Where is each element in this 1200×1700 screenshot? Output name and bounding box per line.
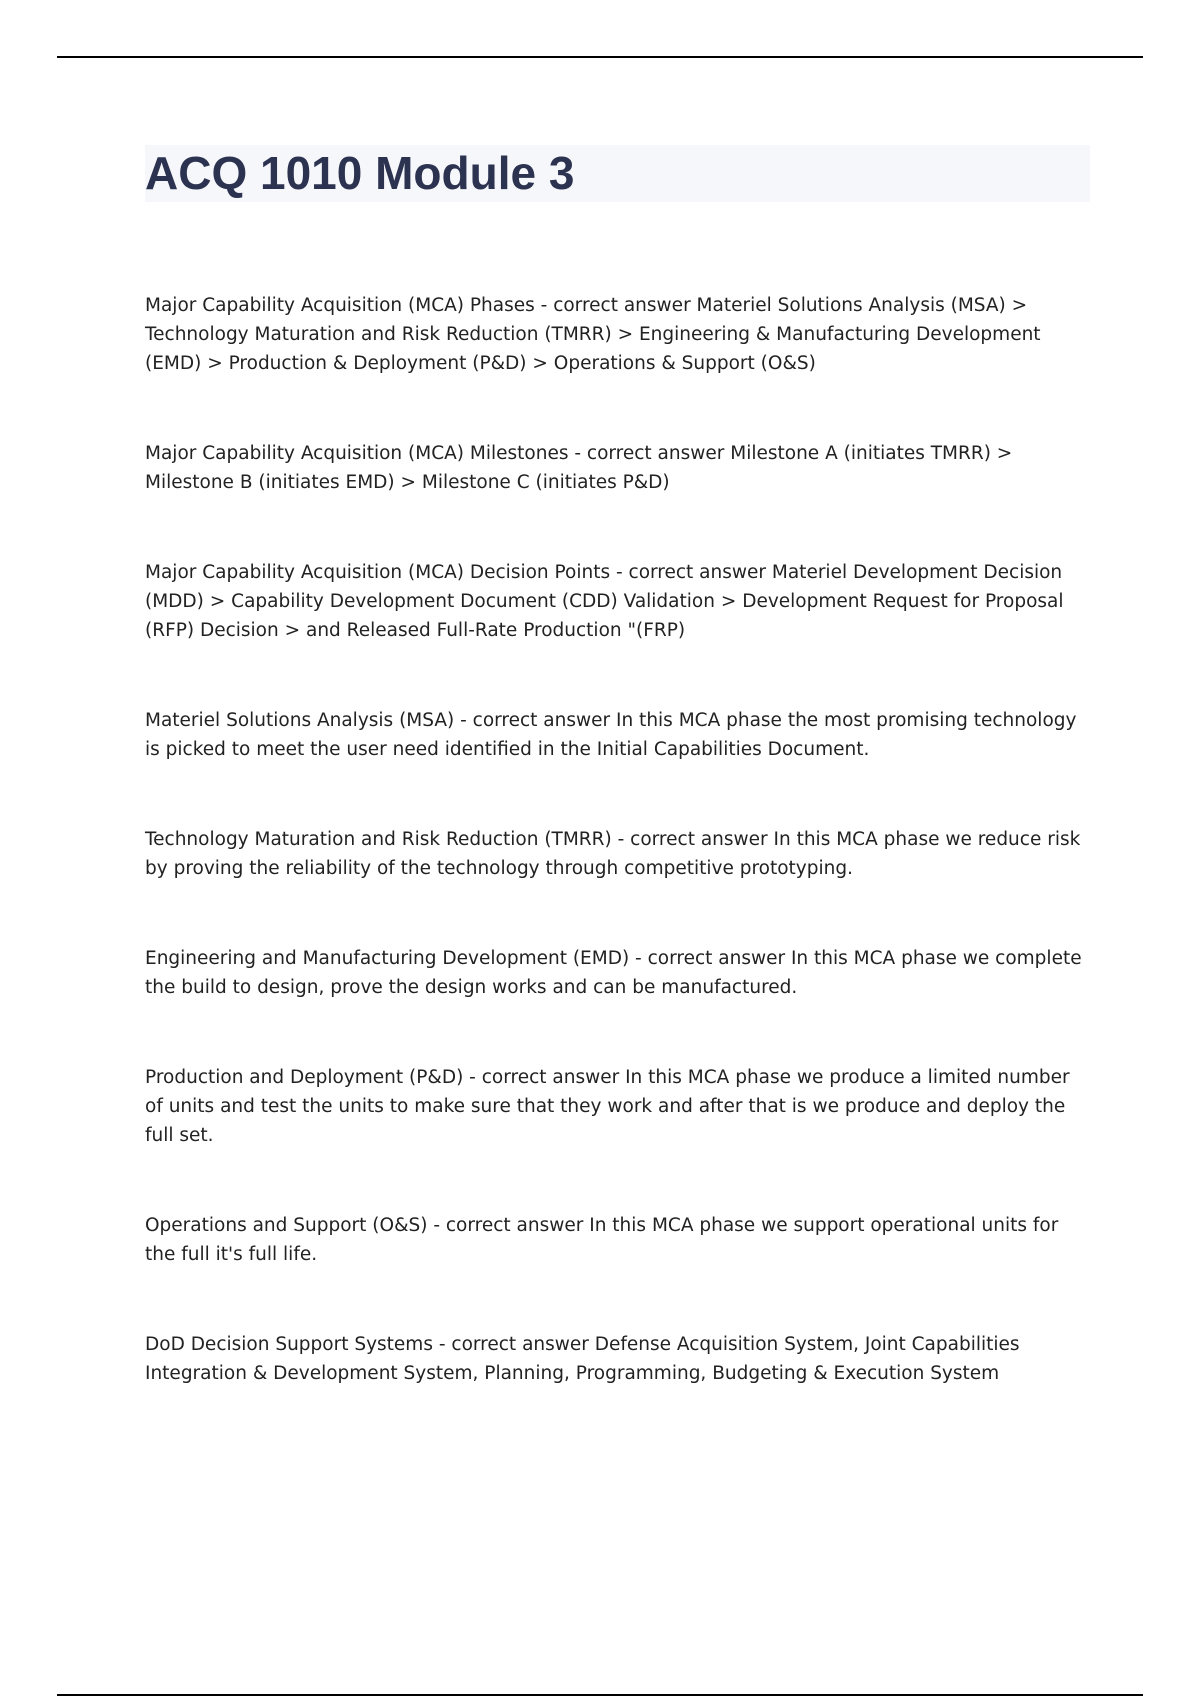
flashcard-entry: Major Capability Acquisition (MCA) Decision Points - correct answer Materiel Development Decision (MDD) > Capability Development Document (CDD) Validation > Development Request for Proposal (RFP) Decision > and Released Full-Rate Production "(FRP)	[145, 562, 1064, 641]
flashcard-entry: Major Capability Acquisition (MCA) Phases - correct answer Materiel Solutions Analysis (MSA) > Technology Maturation and Risk Reduction (TMRR) > Engineering & Manufacturing Development (EMD) > Production & Deployment (P&D) > Operations & Support (O&S)	[145, 295, 1041, 374]
flashcard-entry: DoD Decision Support Systems - correct answer Defense Acquisition System, Joint Capabilities Integration & Development System, Planning, Programming, Budgeting & Execution System	[145, 1334, 1020, 1384]
flashcard-entry: Major Capability Acquisition (MCA) Milestones - correct answer Milestone A (initiates TMRR) > Milestone B (initiates EMD) > Milestone C (initiates P&D)	[145, 443, 1013, 493]
flashcard-entry: Production and Deployment (P&D) - correct answer In this MCA phase we produce a limited number of units and test the units to make sure that they work and after that is we produce and deploy the full set.	[145, 1067, 1070, 1146]
flashcard-entry: Materiel Solutions Analysis (MSA) - correct answer In this MCA phase the most promising technology is picked to meet the user need identified in the Initial Capabilities Document.	[145, 710, 1077, 760]
bottom-divider	[57, 1694, 1143, 1696]
document-title: ACQ 1010 Module 3	[145, 147, 575, 199]
flashcard-list	[145, 291, 1090, 1449]
flashcard-entry: Engineering and Manufacturing Development (EMD) - correct answer In this MCA phase we complete the build to design, prove the design works and can be manufactured.	[145, 948, 1082, 998]
flashcard-entry: Operations and Support (O&S) - correct answer In this MCA phase we support operational units for the full it's full life.	[145, 1215, 1059, 1265]
top-divider	[57, 56, 1143, 58]
flashcard-entry: Technology Maturation and Risk Reduction (TMRR) - correct answer In this MCA phase we reduce risk by proving the reliability of the technology through competitive prototyping.	[145, 829, 1081, 879]
